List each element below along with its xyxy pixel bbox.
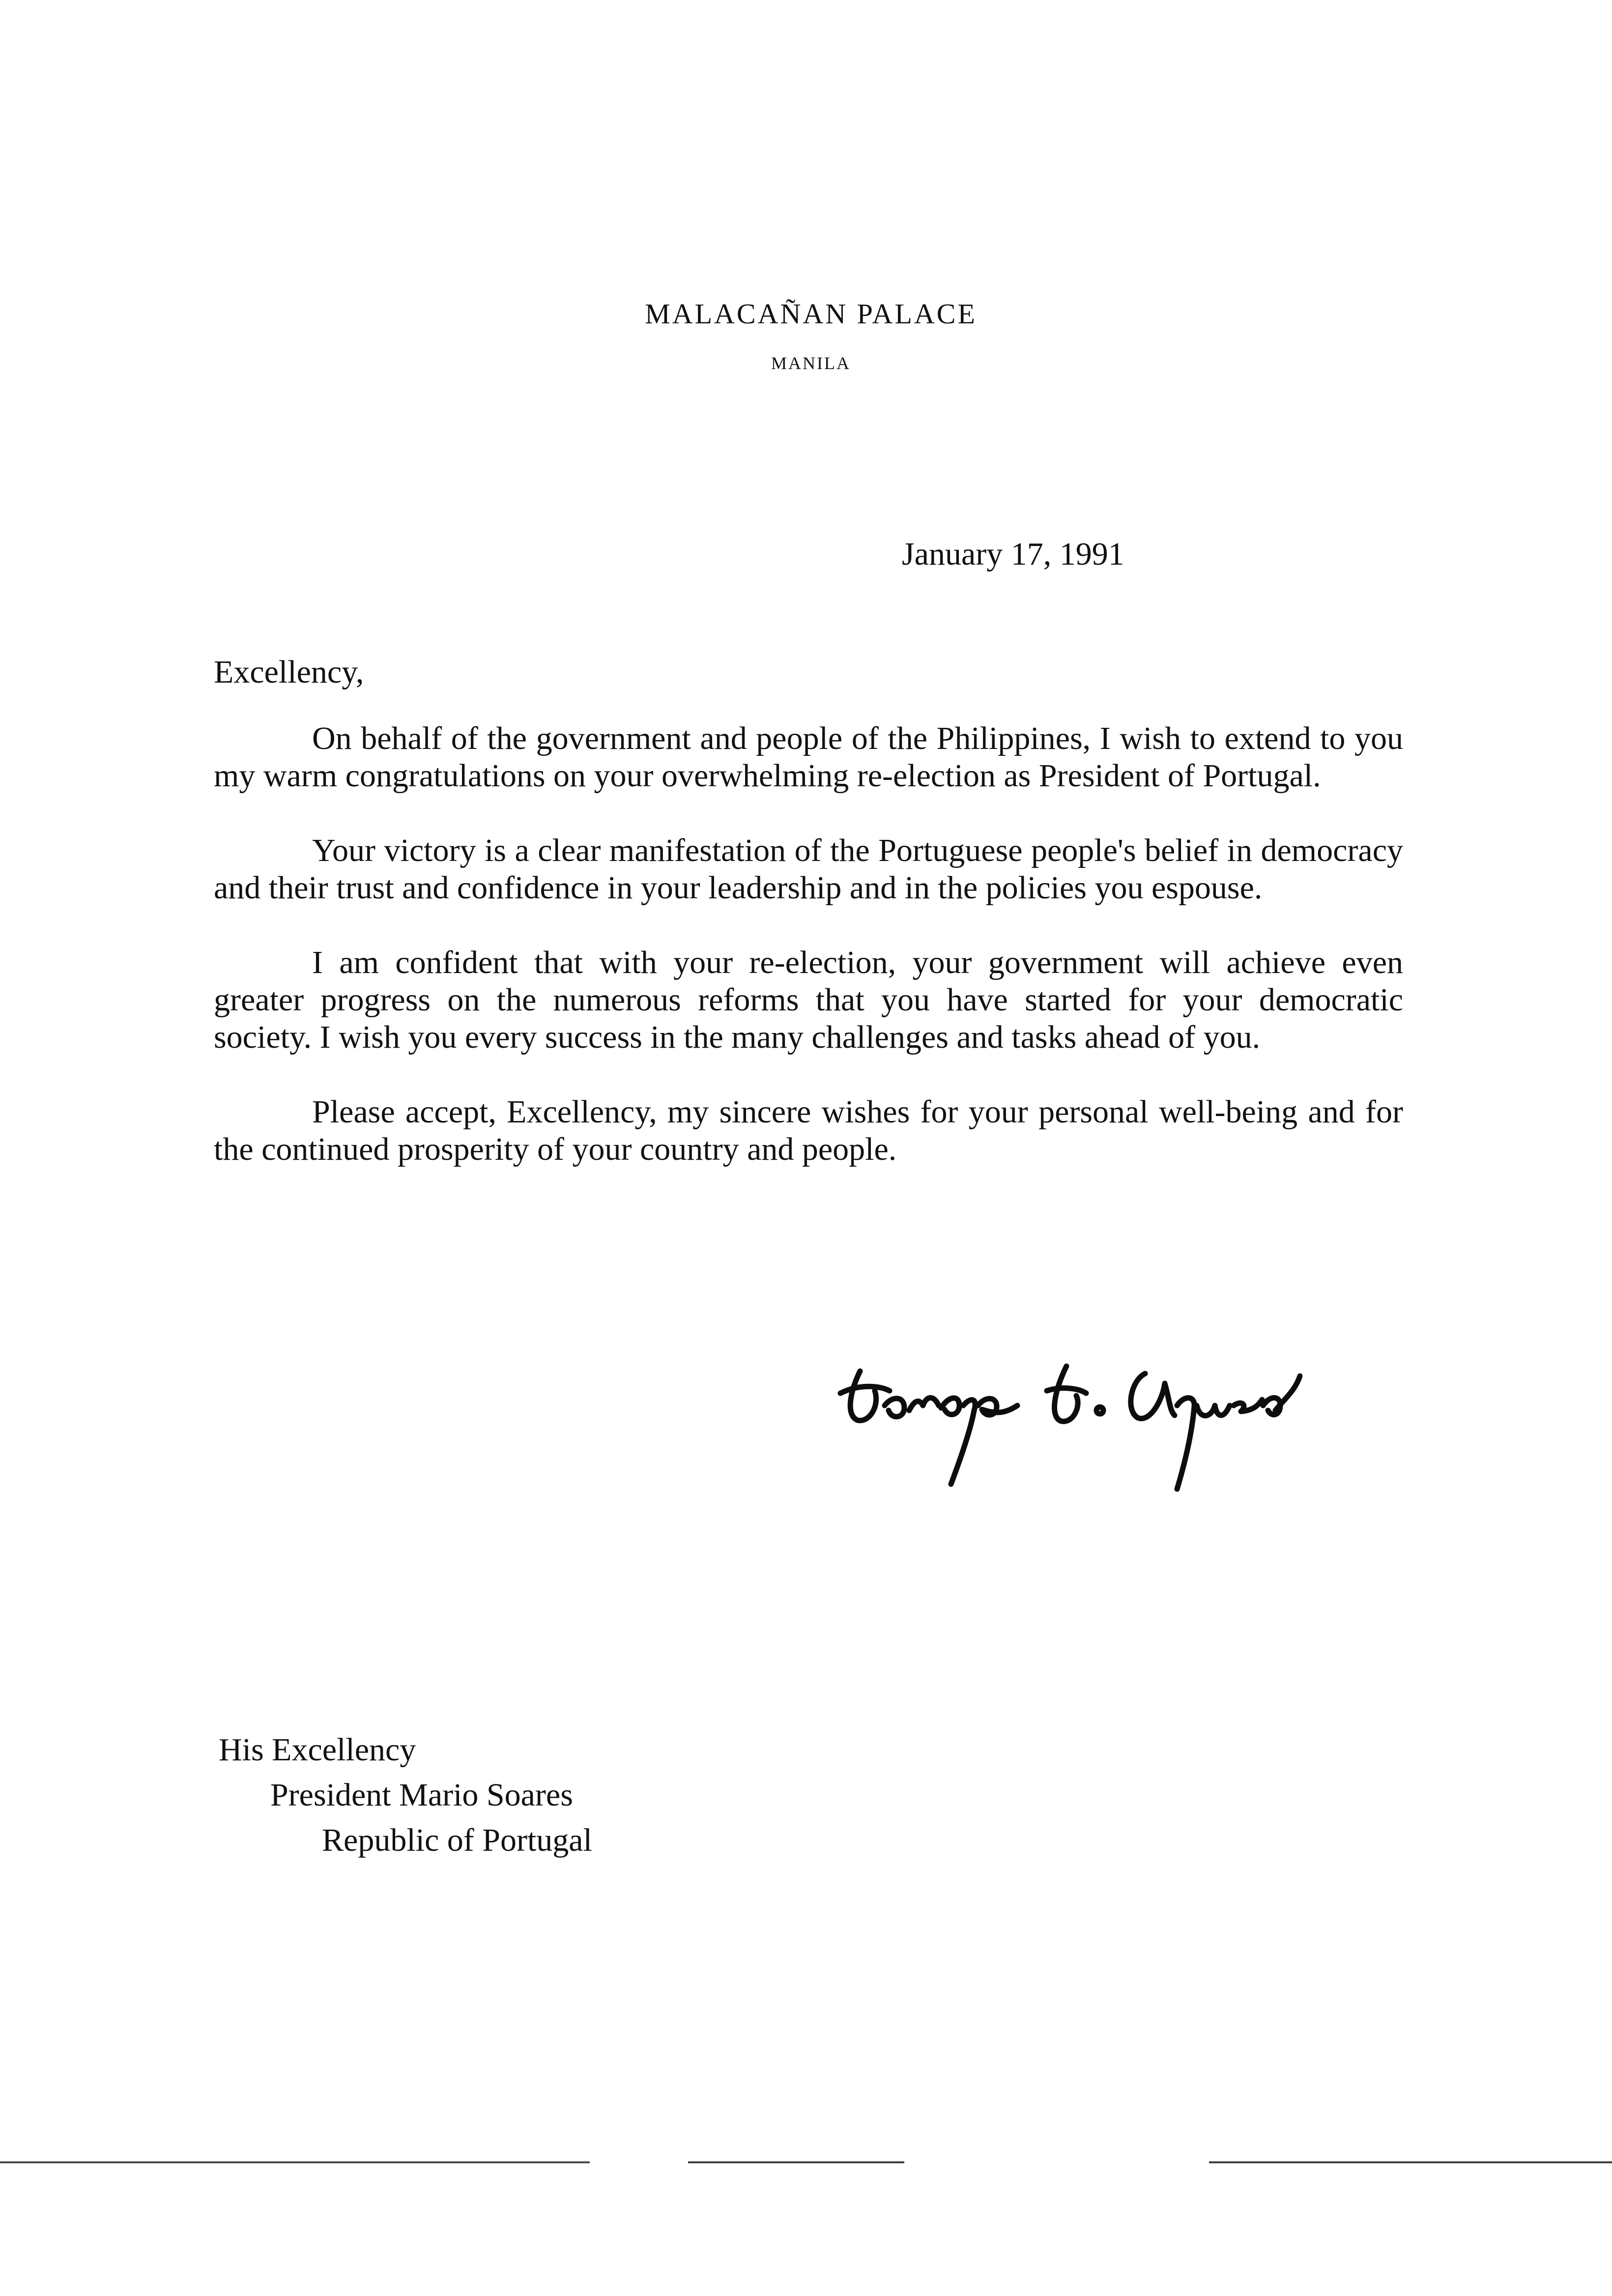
scan-artifact-line: [688, 2161, 904, 2163]
handwritten-signature: [831, 1337, 1302, 1499]
addressee-line-3: Republic of Portugal: [322, 1822, 592, 1858]
paragraph-4: Please accept, Excellency, my sincere wishes for your personal well-being and for the continued prosperity of your country and people.: [214, 1094, 1403, 1167]
letterhead-city: MANILA: [771, 353, 851, 373]
letterhead-name: MALACAÑAN PALACE: [645, 298, 977, 330]
addressee-line-2: President Mario Soares: [270, 1777, 573, 1813]
addressee-block: [219, 1727, 592, 1863]
salutation: Excellency,: [214, 654, 364, 690]
addressee-line-1: His Excellency: [219, 1732, 416, 1768]
paragraph-1: On behalf of the government and people of the Philippines, I wish to extend to you my warm congratulations on your overwhelming re-election as President of Portugal.: [214, 720, 1403, 794]
letter-body: [214, 720, 1403, 1205]
letter-date: January 17, 1991: [902, 536, 1124, 572]
scan-artifact-line: [1209, 2161, 1612, 2163]
scan-artifact-line: [0, 2161, 590, 2163]
paragraph-2: Your victory is a clear manifestation of the Portuguese people's belief in democracy and their trust and confidence in your leadership and in the policies you espouse.: [214, 832, 1403, 906]
paragraph-3: I am confident that with your re-election, your government will achieve even greater progress on the numerous reforms that you have started for your democratic society. I wish you every success in the many challenges and tasks ahead of you.: [214, 945, 1403, 1055]
